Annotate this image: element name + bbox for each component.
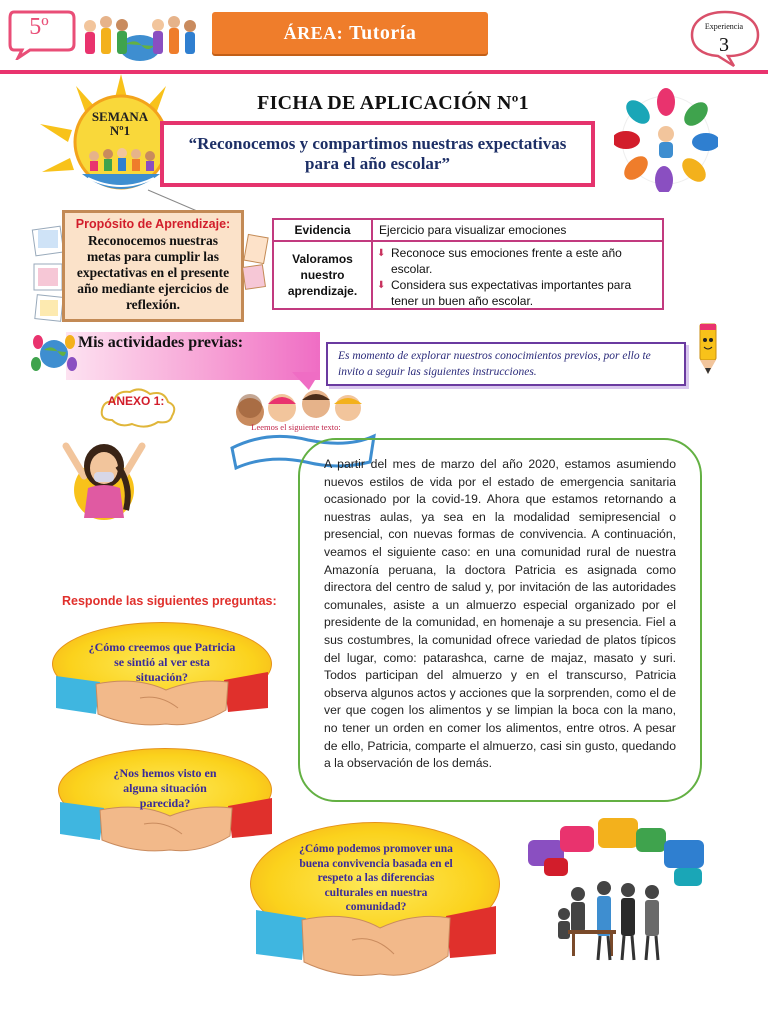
instructions-box — [326, 342, 686, 386]
cloud-icon — [98, 386, 178, 430]
area-banner — [212, 12, 488, 54]
question-text: ¿Cómo creemos que Patricia se sintió al ver esta situación? — [88, 640, 236, 684]
page-title: FICHA DE APLICACIÓN Nº1 — [257, 92, 529, 114]
question-text: ¿Cómo podemos promover una buena convivencia basada en el respeto a las diferencias culturales en nuestra comunidad? — [299, 843, 453, 913]
question-card — [58, 748, 272, 858]
reading-box — [298, 438, 702, 802]
purpose-box — [62, 210, 244, 322]
week-label: SEMANA — [91, 109, 149, 124]
evidence-left-cell: Valoramos nuestro aprendizaje. — [274, 242, 373, 308]
arrow-down-icon: ⬇ — [377, 280, 386, 291]
evidence-table — [272, 218, 664, 310]
evidence-header-row — [274, 220, 662, 242]
grade-badge — [8, 8, 80, 60]
grade-label: 5º — [29, 14, 49, 40]
question-card — [52, 622, 272, 732]
experience-badge — [688, 8, 762, 68]
pencil-character-icon — [694, 320, 722, 376]
activities-title: Mis actividades previas: — [78, 334, 244, 351]
question-card — [250, 822, 500, 988]
experience-number: 3 — [719, 34, 729, 56]
purpose-title: Propósito de Aprendizaje: — [75, 217, 231, 231]
questions-prompt: Responde las siguientes preguntas: — [62, 594, 277, 608]
world-hands-icon — [30, 330, 78, 376]
read-prompt: Leemos el siguiente texto: — [251, 422, 341, 432]
evidence-header-left: Evidencia — [274, 220, 373, 240]
list-item: ⬇ Considera sus expectativas importantes para tener un buen año escolar. — [377, 278, 632, 308]
children-illustration — [80, 12, 200, 62]
session-title: “Reconocemos y compartimos nuestras expectativas para el año escolar” — [188, 134, 567, 173]
reading-text: A partir del mes de marzo del año 2020, estamos asumiendo nuevos estilos de vida por el estado de emergencia sanitaria ocasionado por la covid-19. Ahora que estamos retornando a nuestras aulas, ya sea en la modalidad semipresencial o presencial, con nuevas formas de convivencia. A continuación, veamos el siguiente caso: en una comunidad rural de nuestra Amazonía peruana, la doctora Patricia es asignada como directora del centro de salud y, por invitación de las autoridades comunales, asiste a un almuerzo especial organizado por el presidente de la comunidad, en homenaje a su presencia. Fiel a sus costumbres, la comunidad ofrece variedad de platos típicos del lugar, como: patarashca, carne de majaz, masato y suri. Todos participan del almuerzo y en el transcurso, Patricia observa algunos actos y acciones que la sorprenden, como el de ver que cogen los alimentos y se limpian la boca con la mano, no tener un orden en comer los alimentos, entre otros. A pesar de ello, Patricia, comparte el almuerzo, casi sin gusto, quedando a la observación de los demás. — [324, 457, 676, 771]
experience-label: Experiencia — [704, 22, 744, 31]
masked-girl-illustration — [52, 426, 156, 522]
purpose-text: Reconocemos nuestras metas para cumplir las expectativas en el presente año mediante ejercicios de reflexión. — [76, 233, 230, 312]
team-speech-bubbles-illustration — [524, 818, 714, 968]
evidence-list — [377, 245, 659, 309]
area-name: Tutoría — [349, 21, 417, 44]
hands-circle-illustration — [614, 88, 718, 192]
session-title-box — [160, 121, 595, 187]
annex-label: ANEXO 1: — [107, 394, 165, 408]
area-label: ÁREA: — [283, 22, 344, 43]
list-item: ⬇ Reconoce sus emociones frente a este año escolar. — [377, 246, 622, 276]
hands-icon — [614, 88, 718, 192]
instructions-text: Es momento de explorar nuestros conocimientos previos, por ello te invito a seguir las siguientes instrucciones. — [338, 350, 651, 378]
tag-decoration — [240, 232, 270, 292]
week-number: Nº1 — [109, 123, 131, 138]
question-text: ¿Nos hemos visto en alguna situación parecida? — [113, 766, 217, 810]
arrow-down-icon: ⬇ — [377, 248, 386, 259]
annex-cloud — [98, 386, 178, 430]
activities-banner-pointer — [292, 372, 320, 390]
evidence-header-right: Ejercicio para visualizar emociones — [379, 223, 567, 237]
